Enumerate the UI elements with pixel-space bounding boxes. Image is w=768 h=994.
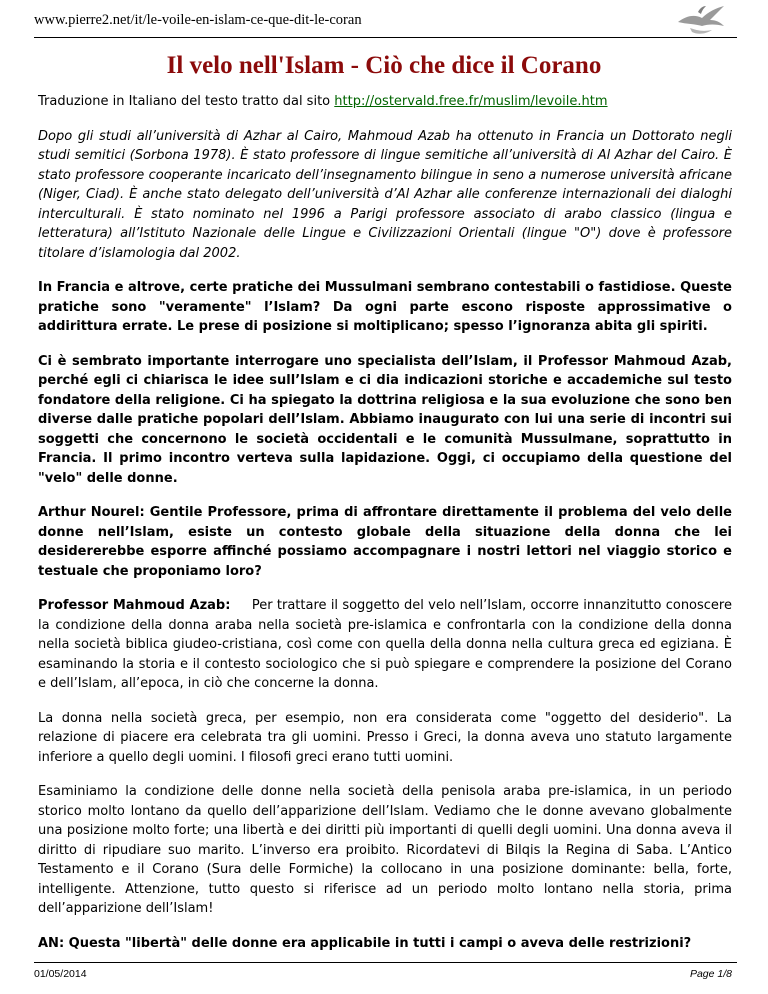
- answer-speaker: Professor Mahmoud Azab:: [38, 598, 231, 613]
- header-divider: [34, 37, 737, 38]
- footer-date: 01/05/2014: [34, 968, 87, 980]
- header-url: www.pierre2.net/it/le-voile-en-islam-ce-que-dit-le-coran: [34, 12, 362, 28]
- lead-paragraph-1: In Francia e altrove, certe pratiche dei Mussulmani sembrano contestabili o fastidiose. Queste pratiche sono "veramente" l’Islam? Da ogni parte escono risposte approssimative o addirittura errate. Le prese di posizione si moltiplicano; spesso l’ignoranza abita gli spiriti.: [38, 280, 732, 334]
- source-link[interactable]: http://ostervald.free.fr/muslim/levoile.htm: [334, 94, 608, 109]
- page-title: Il velo nell'Islam - Ciò che dice il Corano: [166, 52, 602, 79]
- footer-divider: [34, 962, 737, 963]
- page-header: [0, 0, 768, 40]
- article-body: [38, 92, 732, 968]
- answer-1: [38, 596, 732, 694]
- paragraph-arab-society: Esaminiamo la condizione delle donne nella società della penisola araba pre-islamica, in un periodo storico molto lontano da quello dell’apparizione dell’Islam. Vediamo che le donne avevano globalmente una posizione molto forte; una libertà e dei diritti più importanti di quelli degli uomini. Una donna aveva il diritto di ripudiare suo marito. L’inverso era proibito. Ricordatevi di Bilqis la Regina di Saba. L’Antico Testamento e il Corano (Sura delle Formiche) la collocano in una posizione dominante: bella, forte, intelligente. Attenzione, tutto questo si riferisce ad un periodo molto lontano nella storia, prima dell’apparizione dell’Islam!: [38, 784, 732, 916]
- question-2: AN: Questa "libertà" delle donne era applicabile in tutti i campi o aveva delle restrizioni?: [38, 935, 692, 951]
- translation-note: [38, 92, 732, 112]
- question-1: Arthur Nourel: Gentile Professore, prima di affrontare direttamente il problema del velo delle donne nell’Islam, esiste un contesto globale della situazione della donna che lei desidererebbe esporre affinché possiamo accompagnare i nostri lettori nel viaggio storico e testuale che proponiamo loro?: [38, 505, 732, 579]
- author-intro: Dopo gli studi all’università di Azhar al Cairo, Mahmoud Azab ha ottenuto in Francia un Dottorato negli studi semitici (Sorbona 1978). È stato professore di lingue semitiche all’università di Al Azhar del Cairo. È stato professore cooperante incaricato dell’insegnamento bilingue in seno a numerose università africane (Niger, Ciad). È anche stato delegato dell’università d’Al Azhar alle conferenze internazionali dei dialoghi interculturali. È stato nominato nel 1996 a Parigi professore associato di arabo classico (lingua e letteratura) all’Istituto Nazionale delle Lingue e Civilizzazioni Orientali (lingue "O") dove è professore titolare d’islamologia dal 2002.: [38, 128, 732, 261]
- stylized-bird-logo-icon: [672, 2, 728, 38]
- page-number: Page 1/8: [689, 968, 732, 980]
- translation-prefix: Traduzione in Italiano del testo tratto dal sito: [38, 94, 335, 109]
- lead-paragraph-2: Ci è sembrato importante interrogare uno specialista dell’Islam, il Professor Mahmoud Azab, perché egli ci chiarisca le idee sull’Islam e ci dia indicazioni storiche e accademiche sul testo fondatore della religione. Ci ha spiegato la dottrina religiosa e la sua evoluzione che sono ben diverse dalle pratiche popolari dell’Islam. Abbiamo inaugurato con lui una serie di incontri sui soggetti che concernono le società occidentali e le comunità Mussulmane, soprattutto in Francia. Il primo incontro verteva sulla lapidazione. Oggi, ci occupiamo della questione del "velo" delle donne.: [38, 353, 732, 486]
- answer-text: Per trattare il soggetto del velo nell’Islam, occorre innanzitutto conoscere la condizione della donna araba nella società pre-islamica e confrontarla con la condizione della donna nella società biblica giudeo-cristiana, così come con quella della donna nella cultura greca ed egiziana. È esaminando la storia e il contesto sociologico che si può spiegare e comprendere la posizione del Corano e dell’Islam, all’epoca, in ciò che concerne la donna.: [38, 598, 732, 691]
- paragraph-greek-society: La donna nella società greca, per esempio, non era considerata come "oggetto del desiderio". La relazione di piacere era celebrata tra gli uomini. Presso i Greci, la donna aveva uno statuto largamente inferiore a quello degli uomini. I filosofi greci erano tutti uomini.: [38, 710, 732, 765]
